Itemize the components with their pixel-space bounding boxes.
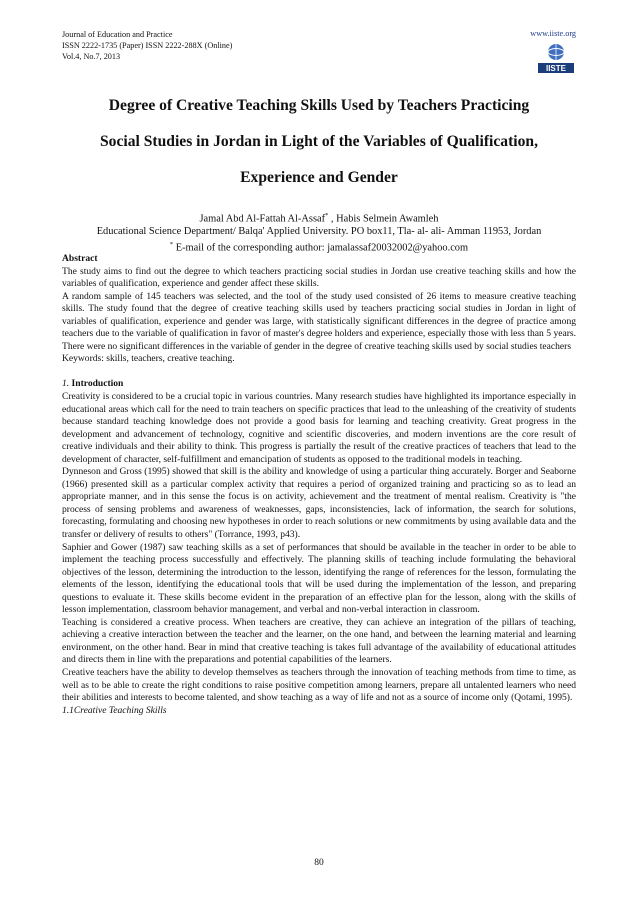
body-paragraph: Dynneson and Gross (1995) showed that skill is the ability and knowledge of using a particular thing accurately. Borger and Seaborne (1966) presented skill as a particular complex activity that requires a period of organized training and practicing so as to lead an appropriate manner, and in this sense the focus is on activity, achievement and the treatment of mental realism. Creativity is "the process of sensing problems and awareness of weaknesses, gaps, inconsistencies, lack of information, the search for solutions, forecasting, formulating and choosing new hypotheses in order to reach solutions or new commitments by using available data and the transfer or delivery of results to others" (Torrance, 1993, p43). <box>62 466 576 540</box>
journal-name: Journal of Education and Practice <box>62 30 173 39</box>
keywords: Keywords: skills, teachers, creative teaching. <box>62 353 235 365</box>
iiste-logo <box>536 41 576 75</box>
body-paragraph: Teaching is considered a creative process. When teachers are creative, they can achieve an integration of the pillars of teaching, achieving a creative interaction between the teacher and the learner, on the one hand, and between the learning material and learning environment, on the other hand. Bear in mind that creative teaching is takes full advantage of the availability of educational attitudes and directs them in line with the preparations and potential capabilities of the learners. <box>62 616 576 666</box>
abstract-heading: Abstract <box>62 253 98 264</box>
introduction-heading: 1. Introduction <box>62 378 124 390</box>
abstract-paragraph: The study aims to find out the degree to which teachers practicing social studies in Jordan use creative teaching skills and how the variables of qualification, experience and gender affect these skills. <box>62 265 576 290</box>
page-header <box>62 29 576 77</box>
journal-issn: ISSN 2222-1735 (Paper) ISSN 2222-288X (Online) <box>62 41 233 50</box>
author-names: Jamal Abd Al-Fattah Al-Assaf* , Habis Selmein Awamleh <box>199 212 439 225</box>
abstract-paragraph: A random sample of 145 teachers was selected, and the tool of the study used consisted of 26 items to measure creative teaching skills. The study found that the degree of creative teaching skills used by teachers practicing social studies in Jordan in light of variables of qualification, experience and gender was large, with statistically significant differences in the degree of practice among teachers due to the variable of qualification in favor of master's degree holders and experience, especially those with less than 5 years. There were no significant differences in the variable of gender in the degree of creative teaching skills used by social studies teachers <box>62 290 576 352</box>
author-email: * E-mail of the corresponding author: jamalassaf20032002@yahoo.com <box>169 241 469 254</box>
journal-url-link[interactable]: www.iiste.org <box>530 29 576 38</box>
author-affiliation: Educational Science Department/ Balqa' Applied University. PO box11, Tla- al- ali- Amman 11953, Jordan <box>96 226 542 238</box>
page-number: 80 <box>314 858 324 868</box>
title-line-3: Experience and Gender <box>240 169 398 186</box>
paper-body <box>62 253 576 717</box>
body-paragraph: Saphier and Gower (1987) saw teaching skills as a set of performances that should be available in the teacher in order to be able to implement the teaching process successfully and effectively. The planning skills of teaching include formulating the behavioral objectives of the lesson, determining the introduction to the lesson, identifying the range of references for the lesson, formulating the elements of the lesson, identifying the educational tools that will be used during the implementation of the lesson, and preparing questions to evaluate it. These skills become evident in the preparation of an effective plan for the lesson, along with the skills of lesson implementation, classroom behavior management, and verbal and non-verbal interaction in classroom. <box>62 541 576 616</box>
title-line-1: Degree of Creative Teaching Skills Used by Teachers Practicing <box>108 97 530 114</box>
paper-title <box>62 88 576 196</box>
body-paragraph: Creative teachers have the ability to develop themselves as teachers through the innovation of teaching methods from time to time, as well as to be able to create the right conditions to raise positive competition among learners, prepare all untalented learners who need their abilities and interests to become talented, and show teaching as a way of life and not as a source of income only (Qotami, 1995). <box>62 667 576 704</box>
title-line-2: Social Studies in Jordan in Light of the Variables of Qualification, <box>100 133 538 150</box>
author-block <box>62 209 576 255</box>
journal-meta <box>62 29 576 62</box>
journal-volume: Vol.4, No.7, 2013 <box>62 52 121 61</box>
body-paragraph: Creativity is considered to be a crucial topic in various countries. Many research studies have highlighted its importance especially in educational areas which call for the need to train teachers on specific practices that lead to the unleashing of the creativity of students because standard teaching knowledge does not provide a good basis for learning and teaching creativity. Great progress in the development and advancement of technology, cognitive and scientific discoveries, and modern inventions are the core result of creative individuals and their ability to think. This progress is partially the result of the creative practices of teachers that lead to the development of character, self-fulfillment and emancipation of students as opposed to the traditional models in teaching. <box>62 390 576 465</box>
subsection-heading: 1.1Creative Teaching Skills <box>62 704 167 716</box>
svg-text:IISTE: IISTE <box>545 64 567 73</box>
